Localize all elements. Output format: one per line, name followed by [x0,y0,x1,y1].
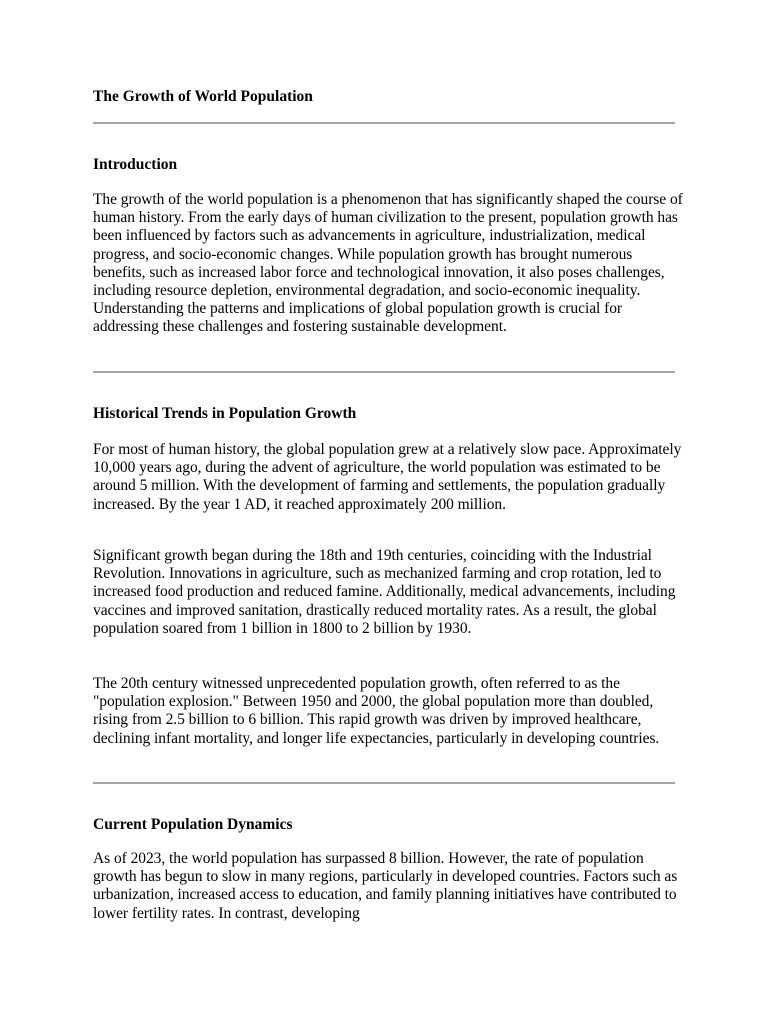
current-dynamics-paragraph: As of 2023, the world population has surpassed 8 billion. However, the rate of population growth has begun to slow in many regions, particularly in developed countries. Factors such as urbanization, increased access to education, and family planning initiatives have contributed to lower fertility rates. In contrast, developing [93,850,678,922]
section-divider [93,782,675,784]
historical-trends-paragraph-2: Significant growth began during the 18th and 19th centuries, coinciding with the Industrial Revolution. Innovations in agriculture, such as mechanized farming and crop rotation, led to increased food production and reduced famine. Additionally, medical advancements, including vaccines and improved sanitation, drastically reduced mortality rates. As a result, the global population soared from 1 billion in 1800 to 2 billion by 1930. [93,547,676,637]
section-heading-current-dynamics: Current Population Dynamics [93,816,293,833]
document-title: The Growth of World Population [93,88,313,105]
historical-trends-paragraph-3: The 20th century witnessed unprecedented population growth, often referred to as the "population explosion." Between 1950 and 2000, the global population more than doubled, rising from 2.5 billion to 6 billion. This rapid growth was driven by improved healthcare, declining infant mortality, and longer life expectancies, particularly in developing countries. [93,675,660,747]
introduction-paragraph: The growth of the world population is a phenomenon that has significantly shaped the course of human history. From the early days of human civilization to the present, population growth has been influenced by factors such as advancements in agriculture, industrialization, medical progress, and socio-economic changes. While population growth has brought numerous benefits, such as increased labor force and technological innovation, it also poses challenges, including resource depletion, environmental degradation, and socio-economic inequality. Understanding the patterns and implications of global population growth is crucial for addressing these challenges and fostering sustainable development. [93,191,683,336]
historical-trends-paragraph-1: For most of human history, the global population grew at a relatively slow pace. Approximately 10,000 years ago, during the advent of agriculture, the world population was estimated to be around 5 million. With the development of farming and settlements, the population gradually increased. By the year 1 AD, it reached approximately 200 million. [93,441,682,513]
section-heading-introduction: Introduction [93,156,178,173]
section-heading-historical-trends: Historical Trends in Population Growth [93,405,357,422]
section-divider [93,122,675,124]
section-divider [93,371,675,373]
